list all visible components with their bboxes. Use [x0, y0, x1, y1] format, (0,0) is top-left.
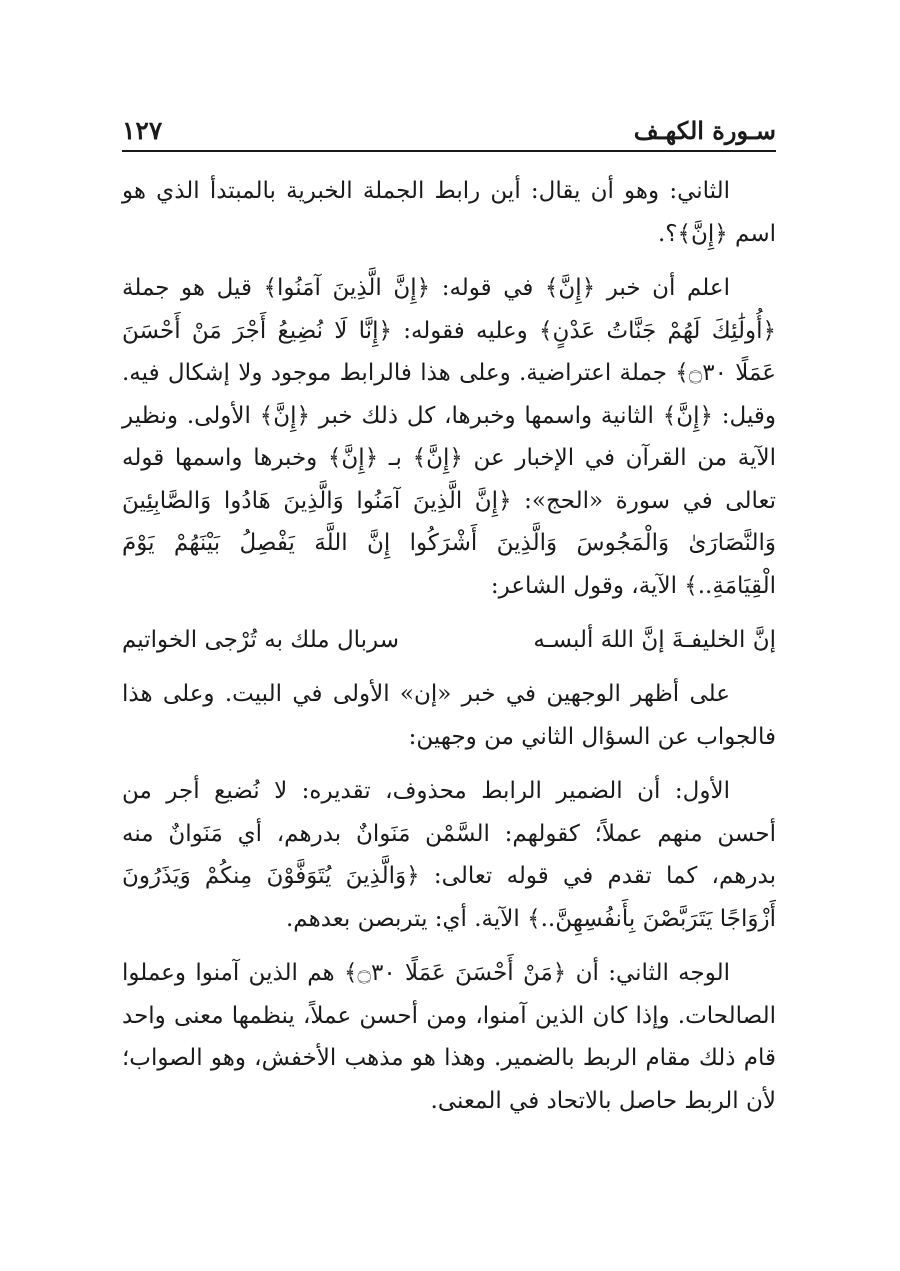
page-header	[122, 108, 776, 148]
paragraph-answer-intro: على أظهر الوجهين في خبر «إن» الأولى في البيت. وعلى هذا فالجواب عن السؤال الثاني من وجهين:	[122, 681, 776, 750]
poetry-verse	[122, 619, 776, 661]
surah-title: سـورة الكهـف	[633, 116, 776, 145]
verse-hemistich-second: سربال ملك به تُرْجى الخواتيم	[122, 627, 400, 653]
paragraph-second-answer: الوجه الثاني: أن ﴿مَنْ أَحْسَنَ عَمَلًا ۝٣٠﴾ هم الذين آمنوا وعملوا الصالحات. وإذا كان الذين آمنوا، ومن أحسن عملاً، ينظمها معنى واحد قام ذلك مقام الربط بالضمير. وهذا هو مذهب الأخفش، وهو الصواب؛ لأن الربط حاصل بالاتحاد في المعنى.	[122, 960, 776, 1114]
verse-hemistich-first: إنَّ الخليفـةَ إنَّ اللهَ ألبسـه	[533, 627, 776, 653]
paragraph-khabar-inna: اعلم أن خبر ﴿إِنَّ﴾ في قوله: ﴿إِنَّ الَّذِينَ آمَنُوا﴾ قيل هو جملة ﴿أُولَٰئِكَ لَهُمْ جَنَّاتُ عَدْنٍ﴾ وعليه فقوله: ﴿إِنَّا لَا نُضِيعُ أَجْرَ مَنْ أَحْسَنَ عَمَلًا ۝٣٠﴾ جملة اعتراضية. وعلى هذا فالرابط موجود ولا إشكال فيه. وقيل: ﴿إِنَّ﴾ الثانية واسمها وخبرها، كل ذلك خبر ﴿إِنَّ﴾ الأولى. ونظير الآية من القرآن في الإخبار عن ﴿إِنَّ﴾ بـ ﴿إِنَّ﴾ وخبرها واسمها قوله تعالى في سورة «الحج»: ﴿إِنَّ الَّذِينَ آمَنُوا وَالَّذِينَ هَادُوا وَالصَّابِئِينَ وَالنَّصَارَىٰ وَالْمَجُوسَ وَالَّذِينَ أَشْرَكُوا إِنَّ اللَّهَ يَفْصِلُ بَيْنَهُمْ يَوْمَ الْقِيَامَةِ..﴾ الآية، وقول الشاعر:	[122, 275, 776, 599]
page-number: ١٢٧	[122, 116, 163, 145]
page-body	[122, 170, 776, 1122]
header-rule	[122, 150, 776, 152]
paragraph-second-question: الثاني: وهو أن يقال: أين رابط الجملة الخبرية بالمبتدأ الذي هو اسم ﴿إِنَّ﴾؟.	[122, 178, 776, 247]
paragraph-first-answer: الأول: أن الضمير الرابط محذوف، تقديره: لا نُضيع أجر من أحسن منهم عملاً؛ كقولهم: السَّمْن مَنَوانٌ بدرهم، أي مَنَوانٌ منه بدرهم، كما تقدم في قوله تعالى: ﴿وَالَّذِينَ يُتَوَفَّوْنَ مِنكُمْ وَيَذَرُونَ أَزْوَاجًا يَتَرَبَّصْنَ بِأَنفُسِهِنَّ..﴾ الآية. أي: يتربصن بعدهم.	[122, 778, 776, 932]
